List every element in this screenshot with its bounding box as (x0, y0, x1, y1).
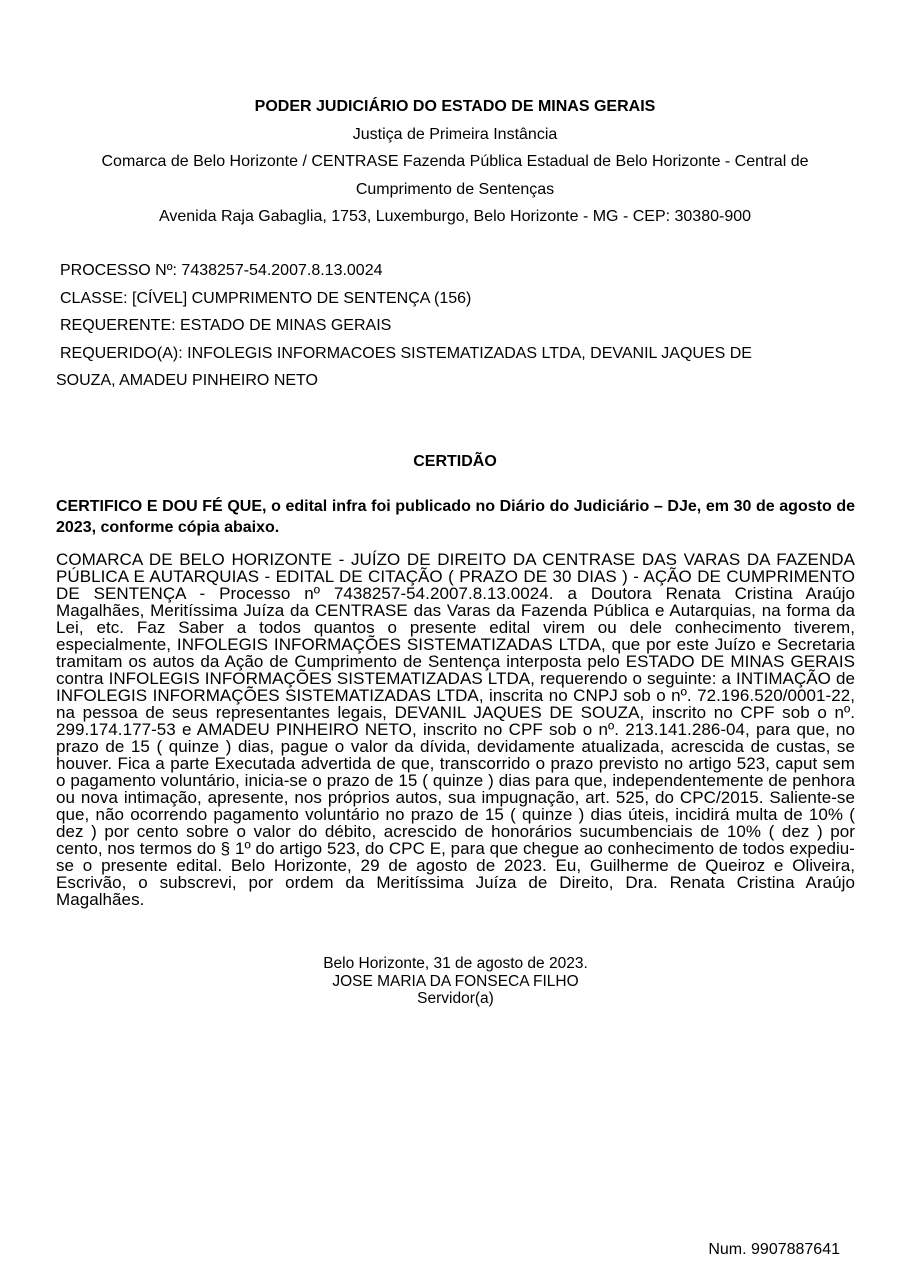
court-name: PODER JUDICIÁRIO DO ESTADO DE MINAS GERAIS (254, 98, 656, 115)
case-class: CLASSE: [CÍVEL] CUMPRIMENTO DE SENTENÇA (156) (60, 289, 472, 307)
certification-statement: CERTIFICO E DOU FÉ QUE, o edital infra foi publicado no Diário do Judiciário – DJe, em 30 de agosto de 2023, conforme cópia abaixo. (56, 498, 855, 536)
case-info (56, 257, 856, 395)
process-number: PROCESSO Nº: 7438257-54.2007.8.13.0024 (60, 262, 383, 279)
signer-name: JOSE MARIA DA FONSECA FILHO (332, 972, 579, 990)
defendants-continued: SOUZA, AMADEU PINHEIRO NETO (56, 372, 318, 389)
defendants: REQUERIDO(A): INFOLEGIS INFORMACOES SISTEMATIZADAS LTDA, DEVANIL JAQUES DE (60, 344, 752, 362)
document-number: Num. 9907887641 (708, 1241, 840, 1258)
court-address: Avenida Raja Gabaglia, 1753, Luxemburgo, Belo Horizonte - MG - CEP: 30380-900 (158, 208, 752, 225)
certificate-title: CERTIDÃO (413, 453, 497, 470)
plaintiff: REQUERENTE: ESTADO DE MINAS GERAIS (60, 317, 392, 334)
signature-place-date: Belo Horizonte, 31 de agosto de 2023. (323, 955, 588, 972)
signature-block (56, 955, 855, 1008)
signer-role: Servidor(a) (417, 990, 494, 1007)
comarca-name: Comarca de Belo Horizonte / CENTRASE Fazenda Pública Estadual de Belo Horizonte - Central de Cumprimento de Sentenças (101, 153, 809, 198)
edital-text: COMARCA DE BELO HORIZONTE - JUÍZO DE DIREITO DA CENTRASE DAS VARAS DA FAZENDA PÚBLICA E AUTARQUIAS - EDITAL DE CITAÇÃO ( PRAZO DE 30 DIAS ) - AÇÃO DE CUMPRIMENTO DE SENTENÇA - Processo nº 7438257-54.2007.8.13.0024. a Doutora Renata Cristina Araújo Magalhães, Meritíssima Juíza da CENTRASE das Varas da Fazenda Pública e Autarquias, na forma da Lei, etc. Faz Saber a todos quantos o presente edital virem ou dele conhecimento tiverem, especialmente, INFOLEGIS INFORMAÇÕES SISTEMATIZADAS LTDA, que por este Juízo e Secretaria tramitam os autos da Ação de Cumprimento de Sentença interposta pelo ESTADO DE MINAS GERAIS contra INFOLEGIS INFORMAÇÕES SISTEMATIZADAS LTDA, requerendo o seguinte: a INTIMAÇÃO de INFOLEGIS INFORMAÇÕES SISTEMATIZADAS LTDA, inscrita no CNPJ sob o nº. 72.196.520/0001-22, na pessoa de seus representantes legais, DEVANIL JAQUES DE SOUZA, inscrito no CPF sob o nº. 299.174.177-53 e AMADEU PINHEIRO NETO, inscrito no CPF sob o nº. 213.141.286-04, para que, no prazo de 15 ( quinze ) dias, pague o valor da dívida, devidamente atualizada, acrescida de custas, se houver. Fica a parte Executada advertida de que, transcorrido o prazo previsto no artigo 523, caput sem o pagamento voluntário, inicia-se o prazo de 15 ( quinze ) dias para que, independentemente de penhora ou nova intimação, apresente, nos próprios autos, sua impugnação, art. 525, do CPC/2015. Saliente-se que, não ocorrendo pagamento voluntário no prazo de 15 ( quinze ) dias úteis, incidirá multa de 10% ( dez ) por cento sobre o valor do débito, acrescido de honorários sucumbenciais de 10% ( dez ) por cento, nos termos do § 1º do artigo 523, do CPC E, para que chegue ao conhecimento de todos expediu-se o presente edital. Belo Horizonte, 29 de agosto de 2023. Eu, Guilherme de Queiroz e Oliveira, Escrivão, o subscrevi, por ordem da Meritíssima Juíza de Direito, Dra. Renata Cristina Araújo Magalhães. (56, 550, 855, 909)
instance-name: Justiça de Primeira Instância (352, 125, 558, 143)
document-header (56, 93, 854, 231)
